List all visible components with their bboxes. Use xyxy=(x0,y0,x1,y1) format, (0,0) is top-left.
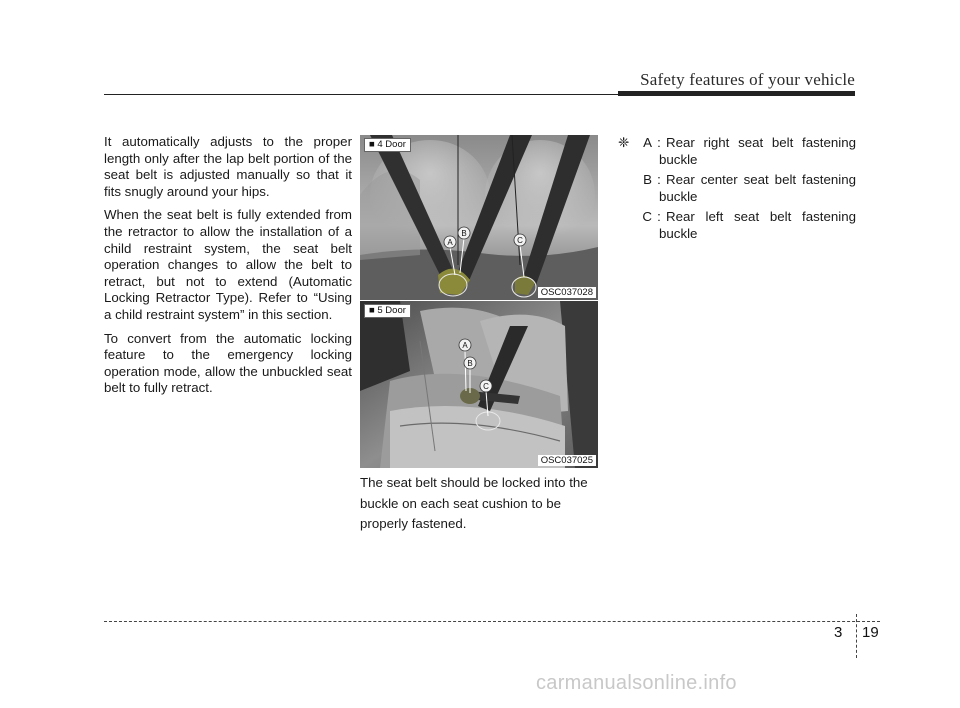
marker-a-label: A xyxy=(447,238,453,247)
marker-a-label: A xyxy=(462,341,468,350)
legend-item xyxy=(618,134,856,151)
legend-letter: C xyxy=(642,209,652,224)
legend-text: Rear left seat belt fastening xyxy=(666,209,856,224)
page-number: 19 xyxy=(862,624,879,641)
legend-item xyxy=(618,171,856,188)
legend-text-cont: buckle xyxy=(659,226,698,241)
legend-separator: : xyxy=(657,172,661,187)
figure-code: OSC037025 xyxy=(538,455,596,466)
figure-5-door xyxy=(360,301,598,468)
figure-caption: The seat belt should be locked into the buckle on each seat cushion to be properly fastened. xyxy=(360,475,588,531)
rear-seat-5door-illustration xyxy=(360,301,598,468)
page-number-divider xyxy=(856,614,857,658)
figure-4-door xyxy=(360,135,598,300)
legend-text-cont: buckle xyxy=(659,189,698,204)
figure-tag: ■ 4 Door xyxy=(364,138,411,152)
paragraph: To convert from the automatic locking feature to the emergency locking operation mode, allow the unbuckled seat belt to fully retract. xyxy=(104,330,352,396)
legend-letter: B xyxy=(643,172,652,187)
legend-text: Rear center seat belt fastening xyxy=(666,172,856,187)
legend-separator: : xyxy=(657,209,661,224)
marker-b-label: B xyxy=(461,229,467,238)
legend-text-cont: buckle xyxy=(659,152,698,167)
legend-text: Rear right seat belt fastening xyxy=(666,135,856,150)
figure-tag: ■ 5 Door xyxy=(364,304,411,318)
paragraph: When the seat belt is fully extended from the retractor to allow the installation of a child restraint system, the seat belt operation changes to allow the belt to retract, but not to extend (Automatic Locking Retractor Type). Refer to “Using a child restraint system” in this section. xyxy=(104,207,352,322)
running-header: Safety features of your vehicle xyxy=(640,70,855,89)
rear-seat-4door-illustration xyxy=(360,135,598,300)
chapter-number: 3 xyxy=(834,624,843,641)
footer-rule xyxy=(104,621,880,622)
marker-c-label: C xyxy=(483,382,489,391)
header-rule-accent xyxy=(618,91,855,96)
marker-b-label: B xyxy=(467,359,473,368)
watermark: carmanualsonline.info xyxy=(536,672,737,694)
figure-code: OSC037028 xyxy=(538,287,596,298)
left-column-text xyxy=(104,134,352,404)
note-mark-icon: ❈ xyxy=(618,135,630,150)
legend-letter: A xyxy=(643,135,652,150)
marker-c-label: C xyxy=(517,236,523,245)
legend-separator: : xyxy=(657,135,661,150)
legend-item xyxy=(618,208,856,225)
buckle-legend xyxy=(618,134,856,242)
paragraph: It automatically adjusts to the proper length only after the lap belt portion of the seat belt is adjusted manually so that it fits snugly around your hips. xyxy=(104,134,352,199)
